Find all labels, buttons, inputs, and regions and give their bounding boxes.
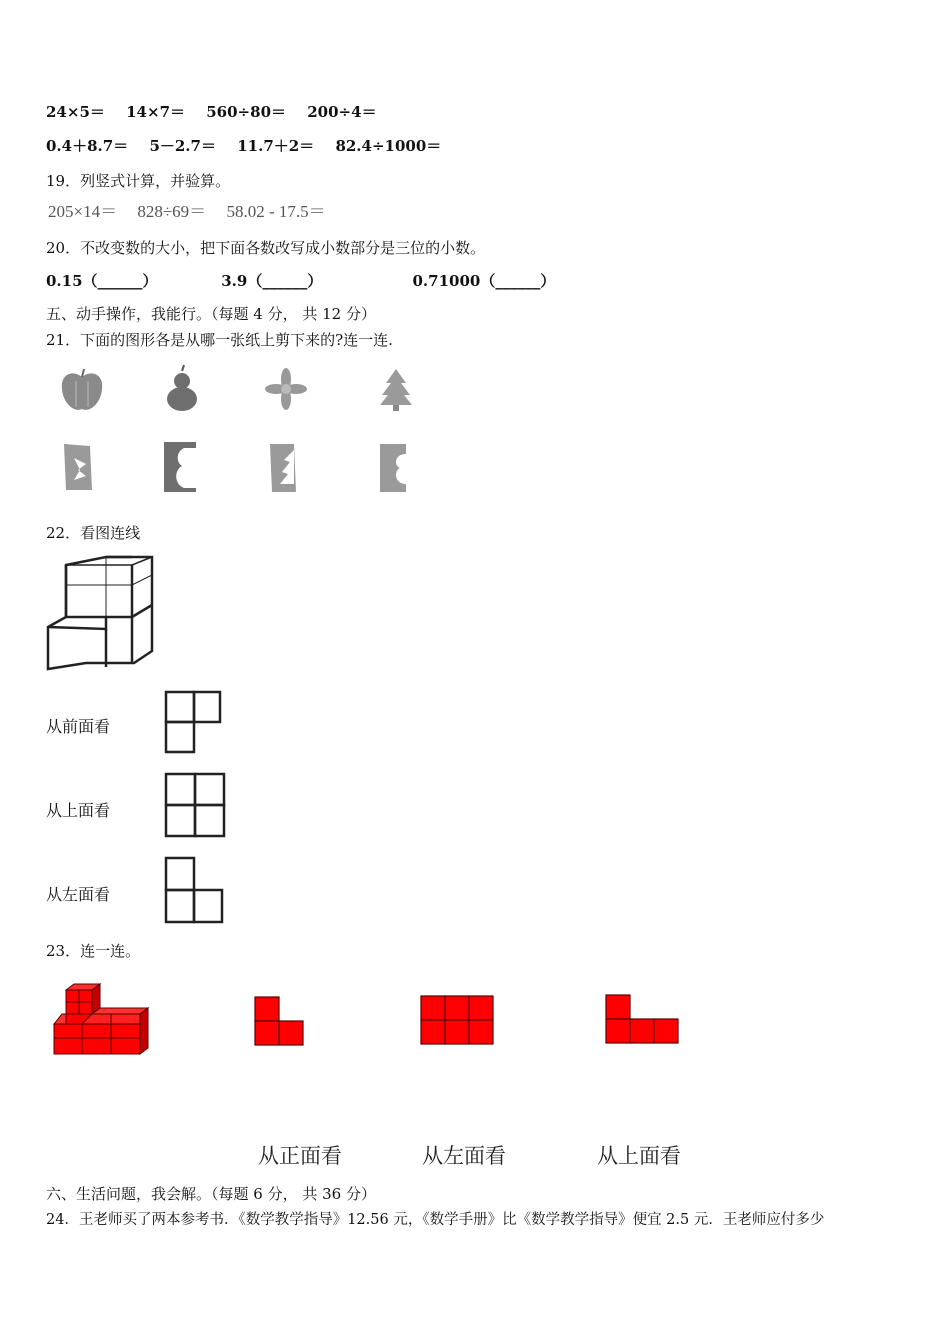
q22-cube-figure: [46, 555, 158, 671]
view-label-front: 从前面看: [46, 717, 111, 736]
view-top-icon: [164, 772, 228, 838]
expr: 82.4÷1000＝: [335, 137, 442, 155]
q21-papers: [60, 440, 420, 498]
view-label-left: 从左面看: [46, 885, 111, 904]
caption-top-view: 从上面看: [597, 1144, 681, 1168]
expr: 205×14＝: [48, 202, 118, 221]
expr: 11.7＋2＝: [237, 137, 315, 155]
q20-item: 0.71000（______）: [412, 272, 556, 290]
section-6-heading: 六、生活问题，我会解。（每题 6 分， 共 36 分）: [46, 1185, 376, 1203]
expr: 560÷80＝: [206, 103, 287, 121]
q21-title: 21．下面的图形各是从哪一张纸上剪下来的?连一连.: [46, 331, 393, 349]
q23-title: 23．连一连。: [46, 942, 141, 960]
q20-items: [46, 271, 555, 291]
gourd-shape-icon: [167, 365, 197, 411]
flower-shape-icon: [265, 368, 307, 410]
expr: 0.4＋8.7＝: [46, 137, 129, 155]
q20-title: 20．不改变数的大小，把下面各数改写成小数部分是三位的小数。: [46, 239, 486, 257]
red-view-2x3-icon: [420, 995, 496, 1047]
q19-title: 19．列竖式计算，并验算。: [46, 172, 231, 190]
oral-calc-row-2: [46, 136, 457, 156]
q22-title: 22．看图连线: [46, 524, 141, 542]
q20-item: 0.15（______）: [46, 272, 158, 290]
paper-with-tree-cutout-icon: [270, 444, 296, 492]
apple-shape-icon: [62, 369, 102, 410]
paper-with-apple-cutout-icon: [380, 444, 406, 492]
view-left-icon: [164, 856, 226, 924]
paper-with-gourd-cutout-icon: [164, 442, 196, 492]
q19-exprs: [48, 202, 342, 222]
q20-item: 3.9（______）: [221, 272, 323, 290]
q24-text: 24．王老师买了两本参考书．《数学教学指导》12.56 元，《数学手册》比《数学教学指导》便宜 2.5 元．王老师应付多少: [46, 1212, 825, 1228]
expr: 24×5＝: [46, 103, 105, 121]
view-front-icon: [164, 690, 224, 754]
red-cube-stack-figure: [52, 982, 152, 1056]
expr: 58.02 - 17.5＝: [226, 202, 326, 221]
oral-calc-row-1: [46, 102, 393, 122]
tree-shape-icon: [380, 369, 412, 411]
red-view-l-shape-icon: [254, 996, 306, 1048]
expr: 200÷4＝: [307, 103, 377, 121]
red-view-l-wide-icon: [605, 994, 681, 1046]
caption-front-view: 从正面看: [258, 1144, 342, 1168]
q21-shapes: [50, 365, 430, 420]
expr: 5－2.7＝: [149, 137, 216, 155]
paper-with-flower-cutout-icon: [64, 444, 92, 490]
caption-left-view: 从左面看: [422, 1144, 506, 1168]
view-label-top: 从上面看: [46, 801, 111, 820]
expr: 14×7＝: [126, 103, 186, 121]
section-5-heading: 五、动手操作，我能行。（每题 4 分， 共 12 分）: [46, 305, 376, 323]
expr: 828÷69＝: [137, 202, 207, 221]
